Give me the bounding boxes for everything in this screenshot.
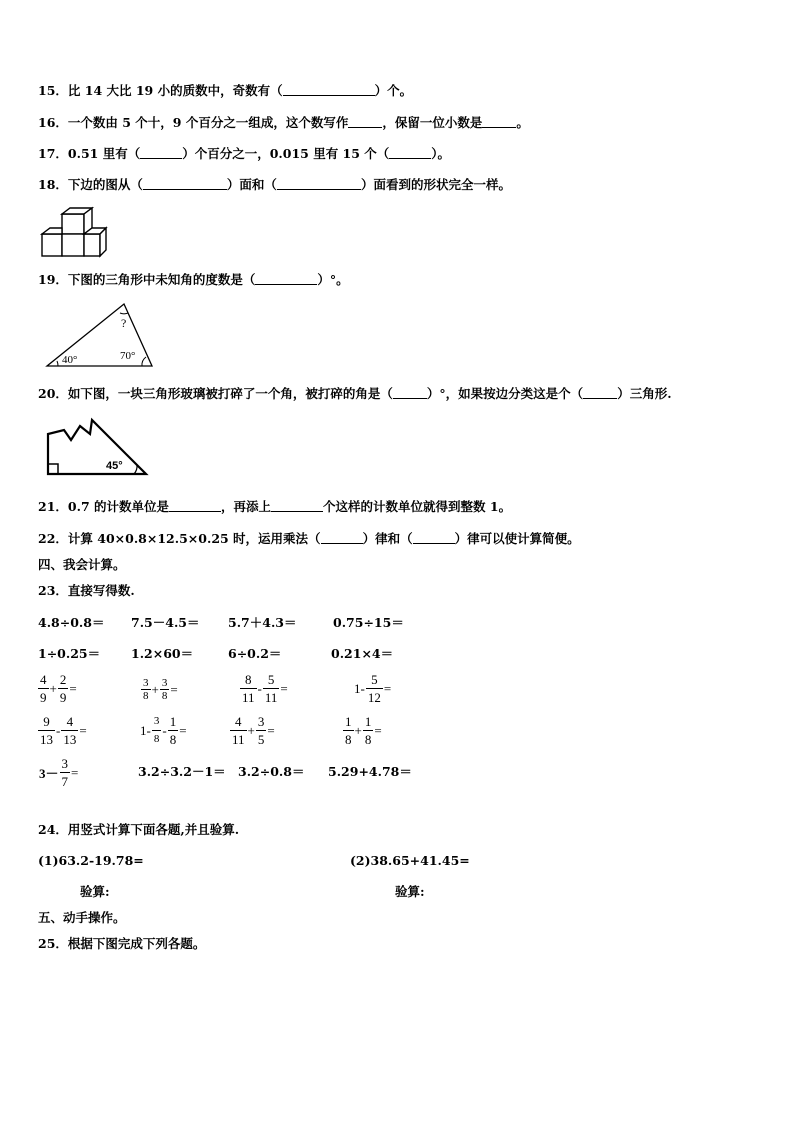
calc-item: 3.2÷0.8＝ [238, 764, 305, 779]
fraction-item: $\frac{1}{8}$ + $\frac{1}{8}$ = [345, 714, 382, 747]
fraction-item: 1- $\frac{3}{8}$ - $\frac{1}{8}$ = [140, 714, 187, 747]
answer-blank[interactable] [393, 386, 427, 399]
section-4-heading: 四、我会计算。 [38, 557, 126, 572]
question-19: 19．下图的三角形中未知角的度数是（ ）°。 [38, 272, 349, 287]
calc-item: 7.5－4.5＝ [131, 615, 200, 630]
calc-item: 0.21×4＝ [331, 646, 394, 661]
fraction-item: 1- $\frac{5}{12}$ = [354, 672, 392, 705]
fraction-item: 3－ $\frac{3}{7}$ = [39, 756, 79, 789]
fraction-item: $\frac{8}{11}$ - $\frac{5}{11}$ = [242, 672, 288, 705]
unknown-angle-label: ? [121, 316, 127, 330]
answer-blank[interactable] [389, 146, 431, 159]
answer-blank[interactable] [140, 146, 182, 159]
question-16: 16．一个数由 5 个十，9 个百分之一组成，这个数写作 ，保留一位小数是 。 [38, 115, 529, 130]
answer-blank[interactable] [271, 499, 323, 512]
answer-blank[interactable] [143, 177, 227, 190]
fraction-item: $\frac{3}{8}$ + $\frac{3}{8}$ = [143, 677, 178, 702]
calc-item: 4.8÷0.8＝ [38, 615, 105, 630]
question-22: 22．计算 40×0.8×12.5×0.25 时，运用乘法（ ）律和（ ）律可以使计算简便。 [38, 531, 580, 546]
check-label: 验算: [80, 884, 110, 899]
question-15: 15．比 14 大比 19 小的质数中，奇数有（ ）个。 [38, 83, 413, 98]
fraction-item: $\frac{4}{9}$ + $\frac{2}{9}$ = [40, 672, 77, 705]
question-24: 24．用竖式计算下面各题,并且验算. [38, 822, 240, 837]
question-17: 17．0.51 里有（ ）个百分之一，0.015 里有 15 个（ ）。 [38, 146, 451, 161]
calc-item: 3.2÷3.2－1＝ [138, 764, 226, 779]
answer-blank[interactable] [348, 115, 382, 128]
left-angle-label: 40° [62, 354, 78, 366]
calc-item: 6÷0.2＝ [228, 646, 282, 661]
calc-item: 1÷0.25＝ [38, 646, 101, 661]
cube-stack-figure [40, 206, 108, 262]
check-label: 验算: [395, 884, 425, 899]
answer-blank[interactable] [277, 177, 361, 190]
triangle-figure [44, 300, 156, 370]
vertical-calc-2: (2)38.65+41.45= [350, 853, 470, 868]
section-5-heading: 五、动手操作。 [38, 910, 126, 925]
answer-blank[interactable] [583, 386, 617, 399]
answer-blank[interactable] [283, 83, 375, 96]
answer-blank[interactable] [413, 531, 455, 544]
question-23: 23．直接写得数. [38, 583, 135, 598]
answer-blank[interactable] [321, 531, 363, 544]
fraction-item: $\frac{9}{13}$ - $\frac{4}{13}$ = [40, 714, 87, 747]
right-angle-label: 70° [120, 350, 136, 362]
calc-item: 5.29+4.78＝ [328, 764, 412, 779]
answer-blank[interactable] [255, 272, 317, 285]
answer-blank[interactable] [482, 115, 516, 128]
vertical-calc-1: (1)63.2-19.78= [38, 853, 144, 868]
question-20: 20．如下图，一块三角形玻璃被打碎了一个角，被打碎的角是（ ）°，如果按边分类这是个（ ）三角形. [38, 386, 672, 401]
question-25: 25．根据下图完成下列各题。 [38, 936, 206, 951]
calc-item: 5.7＋4.3＝ [228, 615, 297, 630]
question-21: 21．0.7 的计数单位是 ，再添上 个这样的计数单位就得到整数 1。 [38, 499, 512, 514]
calc-item: 0.75÷15＝ [333, 615, 404, 630]
answer-blank[interactable] [169, 499, 221, 512]
fraction-item: $\frac{4}{11}$ + $\frac{3}{5}$ = [232, 714, 275, 747]
calc-item: 1.2×60＝ [131, 646, 194, 661]
angle-45-label: 45° [106, 460, 123, 472]
question-18: 18．下边的图从（ ）面和（ ）面看到的形状完全一样。 [38, 177, 511, 192]
broken-glass-figure [44, 414, 150, 478]
